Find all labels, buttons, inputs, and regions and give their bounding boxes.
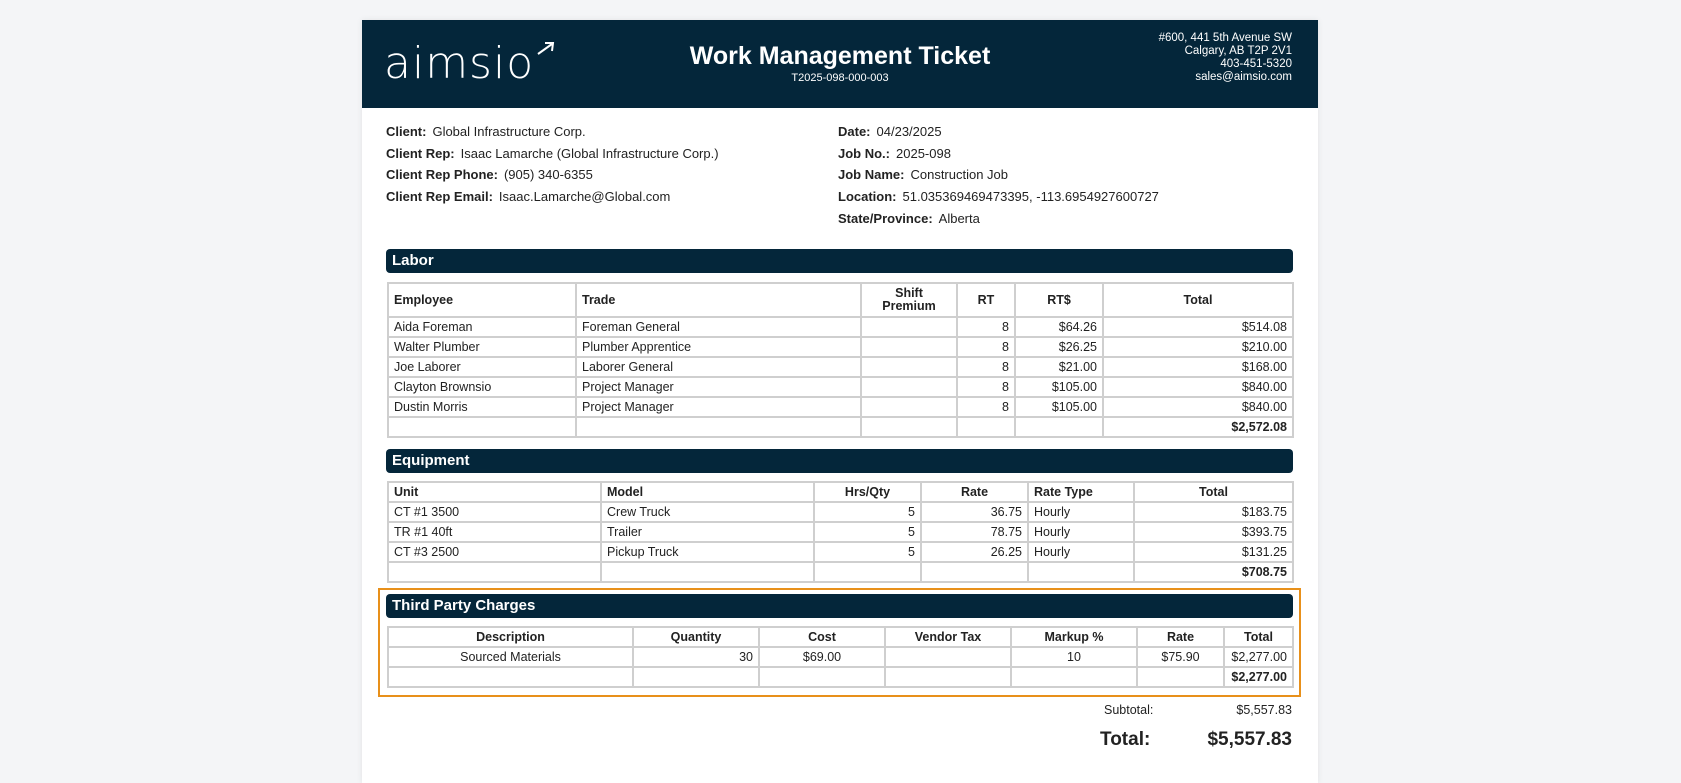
total-value: $5,557.83 [1207,729,1292,750]
company-phone: 403-451-5320 [1220,58,1292,70]
column-header: Unit [388,482,601,502]
table-total-row [388,562,1293,582]
column-header: RT [957,283,1015,317]
table-cell: TR #1 40ft [388,522,601,542]
location-row [838,186,1159,208]
info-label: Date: [838,124,871,139]
ticket-header [362,20,1318,108]
column-header: Vendor Tax [885,627,1011,647]
ticket-number: T2025-098-000-003 [791,72,889,84]
table-cell: Sourced Materials [388,647,633,667]
column-header: Rate Type [1028,482,1134,502]
info-value: 04/23/2025 [876,124,942,139]
table-row [388,542,1293,562]
highlight-box [378,588,1301,697]
empty-cell [814,562,921,582]
table-total-row [388,417,1293,437]
column-header: Rate [921,482,1028,502]
table-row [388,502,1293,522]
table-cell [861,377,957,397]
table-cell [861,397,957,417]
table-cell: Walter Plumber [388,337,576,357]
info-label: Client Rep: [386,145,455,161]
info-label: State/Province: [838,210,933,226]
info-value: Isaac.Lamarche@Global.com [498,189,671,205]
table-cell: Aida Foreman [388,317,576,337]
empty-cell [1015,417,1103,437]
labor-table [387,282,1294,438]
info-label: Client: [386,124,427,139]
column-header: Rate [1137,627,1224,647]
client-rep-row [386,143,719,165]
column-header: Trade [576,283,861,317]
table-row [388,357,1293,377]
table-cell: 8 [957,337,1015,357]
job-number-row [838,143,1159,165]
info-value: Isaac Lamarche (Global Infrastructure Corp.) [460,145,719,161]
info-label: Client Rep Phone: [386,167,498,183]
info-label: Client Rep Email: [386,189,493,205]
table-cell: $840.00 [1103,377,1293,397]
table-row [388,377,1293,397]
logo-text: aimsio [384,38,535,89]
info-value: Global Infrastructure Corp. [432,124,586,139]
title-block [662,42,1018,85]
logo-arrow-icon [534,40,558,60]
company-address-line-2: Calgary, AB T2P 2V1 [1184,45,1292,57]
info-value: 2025-098 [896,145,951,161]
table-cell: $105.00 [1015,377,1103,397]
table-cell: $21.00 [1015,357,1103,377]
empty-cell [601,562,814,582]
table-header-row [388,482,1293,502]
table-cell: $2,277.00 [1224,647,1293,667]
table-row [388,397,1293,417]
column-header: Description [388,627,633,647]
document-title: Work Management Ticket [689,42,991,70]
table-cell: Hourly [1028,542,1134,562]
client-info [386,121,719,208]
table-cell: $105.00 [1015,397,1103,417]
table-row [388,337,1293,357]
table-cell: $393.75 [1134,522,1293,542]
info-value: 51.035369469473395, -113.6954927600727 [902,189,1159,205]
client-rep-email-row [386,186,719,208]
empty-cell [921,562,1028,582]
column-header: Employee [388,283,576,317]
info-value: (905) 340-6355 [503,167,593,183]
empty-cell [576,417,861,437]
table-cell: 8 [957,397,1015,417]
info-label: Job No.: [838,145,890,161]
table-cell: 5 [814,522,921,542]
column-header: Markup % [1011,627,1137,647]
third-party-section-title: Third Party Charges [386,594,1293,618]
column-header: Total [1134,482,1293,502]
job-name-row [838,164,1159,186]
table-cell: $514.08 [1103,317,1293,337]
table-cell: $75.90 [1137,647,1224,667]
table-cell: CT #1 3500 [388,502,601,522]
table-cell: 30 [633,647,759,667]
job-info [838,121,1159,229]
info-value: Construction Job [910,167,1009,183]
table-cell: Hourly [1028,502,1134,522]
table-cell [861,357,957,377]
table-cell: Dustin Morris [388,397,576,417]
table-cell: $210.00 [1103,337,1293,357]
labor-total: $2,572.08 [1103,417,1293,437]
column-header: Total [1103,283,1293,317]
empty-cell [1028,562,1134,582]
column-header: Hrs/Qty [814,482,921,502]
column-header: RT$ [1015,283,1103,317]
table-row [388,317,1293,337]
column-header: Total [1224,627,1293,647]
table-cell: Laborer General [576,357,861,377]
table-cell: CT #3 2500 [388,542,601,562]
table-cell: $26.25 [1015,337,1103,357]
table-cell: 8 [957,317,1015,337]
table-cell: Hourly [1028,522,1134,542]
table-cell: Foreman General [576,317,861,337]
column-header: Quantity [633,627,759,647]
table-cell: 5 [814,502,921,522]
table-header-row [388,283,1293,317]
empty-cell [861,417,957,437]
info-label: Location: [838,189,897,205]
company-address-line-1: #600, 441 5th Avenue SW [1158,32,1292,44]
table-cell: 5 [814,542,921,562]
client-row [386,121,719,143]
table-cell: Plumber Apprentice [576,337,861,357]
subtotal-label: Subtotal: [1104,703,1154,717]
aimsio-logo [384,34,554,94]
total-label: Total: [1100,729,1151,750]
company-email: sales@aimsio.com [1195,71,1292,83]
empty-cell [388,562,601,582]
table-cell: Trailer [601,522,814,542]
info-value: Alberta [938,210,980,226]
table-cell: 10 [1011,647,1137,667]
equipment-section-title: Equipment [386,449,1293,473]
client-rep-phone-row [386,164,719,186]
table-cell: $131.25 [1134,542,1293,562]
labor-section-title: Labor [386,249,1293,273]
info-label: Job Name: [838,167,905,183]
column-header: Cost [759,627,885,647]
table-cell: 26.25 [921,542,1028,562]
table-cell [861,317,957,337]
table-cell: Crew Truck [601,502,814,522]
column-header: Shift Premium [861,283,957,317]
table-cell: 8 [957,357,1015,377]
equipment-total: $708.75 [1134,562,1293,582]
empty-cell [957,417,1015,437]
table-cell: Joe Laborer [388,357,576,377]
table-row [388,522,1293,542]
table-cell: $840.00 [1103,397,1293,417]
table-cell: $69.00 [759,647,885,667]
table-cell: 8 [957,377,1015,397]
column-header: Model [601,482,814,502]
table-cell: Clayton Brownsio [388,377,576,397]
table-cell: Project Manager [576,377,861,397]
table-cell: Project Manager [576,397,861,417]
table-cell: Pickup Truck [601,542,814,562]
empty-cell [388,417,576,437]
company-contact [1159,32,1292,84]
table-cell: $168.00 [1103,357,1293,377]
table-cell: $64.26 [1015,317,1103,337]
table-cell: $183.75 [1134,502,1293,522]
date-row [838,121,1159,143]
subtotal-value: $5,557.83 [1236,703,1292,717]
table-cell [861,337,957,357]
table-cell: 36.75 [921,502,1028,522]
table-cell: 78.75 [921,522,1028,542]
equipment-table [387,481,1294,583]
state-province-row [838,208,1159,230]
third-party-total: $2,277.00 [1224,667,1293,687]
